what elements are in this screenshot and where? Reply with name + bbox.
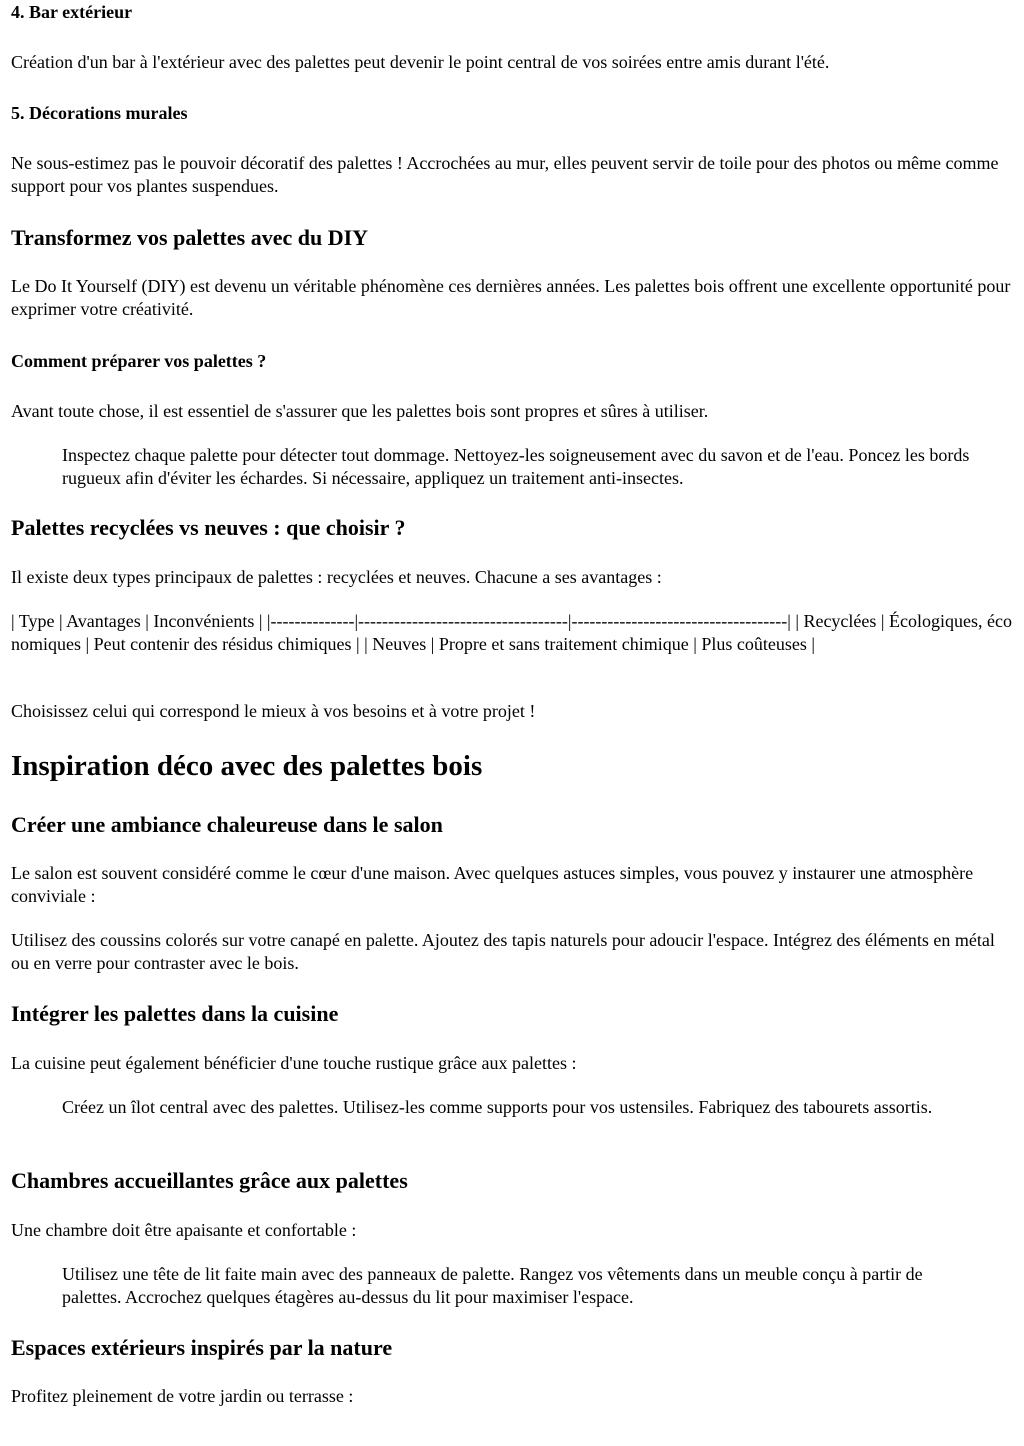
chambre-list: Utilisez une tête de lit faite main avec des panneaux de palette. Rangez vos vêtements dans un meuble conçu à partir de palettes. Accrochez quelques étagères au-dessus du lit pour maximiser l'espace.	[62, 1264, 923, 1307]
cuisine-heading: Intégrer les palettes dans la cuisine	[11, 1001, 339, 1026]
compare-conclusion: Choisissez celui qui correspond le mieux à vos besoins et à votre projet !	[11, 701, 536, 721]
prep-heading: Comment préparer vos palettes ?	[11, 351, 267, 371]
diy-heading: Transformez vos palettes avec du DIY	[11, 225, 369, 250]
salon-heading: Créer une ambiance chaleureuse dans le salon	[11, 812, 443, 837]
compare-table-text: | Type | Avantages | Inconvénients | |--------------|-----------------------------------|------------------------------------| | Recyclées | Écologiques, économiques | Peut contenir des résidus chimiques | | Neuves | Propre et sans traitement chimique | Plus coûteuses |	[11, 611, 1012, 654]
chambre-paragraph: Une chambre doit être apaisante et confortable :	[11, 1220, 357, 1240]
deco-paragraph: Ne sous-estimez pas le pouvoir décoratif des palettes ! Accrochées au mur, elles peuvent servir de toile pour des photos ou même comme support pour vos plantes suspendues.	[11, 153, 999, 196]
exterieur-paragraph: Profitez pleinement de votre jardin ou terrasse :	[11, 1386, 354, 1406]
deco-heading: 5. Décorations murales	[11, 103, 188, 123]
diy-paragraph: Le Do It Yourself (DIY) est devenu un véritable phénomène ces dernières années. Les palettes bois offrent une excellente opportunité pour exprimer votre créativité.	[11, 276, 1011, 319]
bar-heading: 4. Bar extérieur	[11, 2, 133, 22]
chambre-heading: Chambres accueillantes grâce aux palettes	[11, 1168, 408, 1193]
exterieur-heading: Espaces extérieurs inspirés par la nature	[11, 1335, 393, 1360]
compare-paragraph: Il existe deux types principaux de palettes : recyclées et neuves. Chacune a ses avantages :	[11, 567, 662, 587]
prep-list: Inspectez chaque palette pour détecter tout dommage. Nettoyez-les soigneusement avec du savon et de l'eau. Poncez les bords rugueux afin d'éviter les échardes. Si nécessaire, appliquez un traitement anti-insectes.	[62, 445, 970, 488]
bar-paragraph: Création d'un bar à l'extérieur avec des palettes peut devenir le point central de vos soirées entre amis durant l'été.	[11, 52, 830, 72]
cuisine-paragraph: La cuisine peut également bénéficier d'une touche rustique grâce aux palettes :	[11, 1053, 577, 1073]
salon-paragraph: Le salon est souvent considéré comme le cœur d'une maison. Avec quelques astuces simples, vous pouvez y instaurer une atmosphère conviviale :	[11, 863, 974, 906]
prep-paragraph: Avant toute chose, il est essentiel de s'assurer que les palettes bois sont propres et sûres à utiliser.	[11, 401, 709, 421]
cuisine-list: Créez un îlot central avec des palettes. Utilisez-les comme supports pour vos ustensiles. Fabriquez des tabourets assortis.	[62, 1097, 933, 1117]
inspiration-heading: Inspiration déco avec des palettes bois	[11, 750, 483, 782]
compare-heading: Palettes recyclées vs neuves : que choisir ?	[11, 515, 406, 540]
salon-list: Utilisez des coussins colorés sur votre canapé en palette. Ajoutez des tapis naturels pour adoucir l'espace. Intégrez des éléments en métal ou en verre pour contraster avec le bois.	[11, 930, 995, 973]
